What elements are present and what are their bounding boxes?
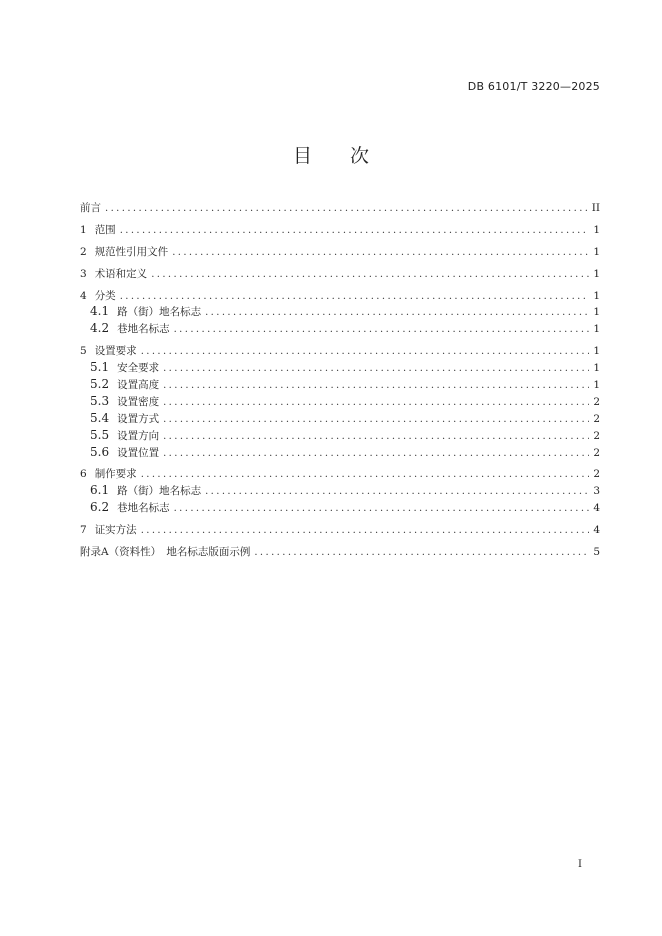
toc-entry-number: 6 — [80, 468, 87, 481]
toc-entry-number: 2 — [80, 245, 87, 258]
toc-entry-page: 2 — [593, 412, 600, 425]
toc-leader-dots — [120, 291, 590, 302]
toc-leader-dots — [172, 247, 589, 258]
toc-entry[interactable] — [80, 200, 600, 217]
toc-entry-label: 设置要求 — [94, 345, 137, 358]
toc-entry[interactable] — [80, 522, 600, 539]
toc-entry-page: 1 — [593, 306, 600, 319]
toc-entry-label: 制作要求 — [94, 468, 137, 481]
toc-leader-dots — [163, 397, 589, 408]
toc-entry-appendix[interactable] — [80, 544, 600, 561]
toc-entry[interactable] — [80, 466, 600, 483]
toc-leader-dots — [205, 307, 589, 318]
toc-leader-dots — [163, 431, 589, 442]
toc-subentry[interactable] — [80, 428, 600, 445]
toc-subentry[interactable] — [80, 360, 600, 377]
toc-leader-dots — [174, 324, 590, 335]
document-code: DB 6101/T 3220—2025 — [467, 80, 600, 93]
toc-entry-label: 巷地名标志 — [117, 323, 170, 336]
toc-entry-label: 安全要求 — [117, 362, 160, 375]
toc-entry-page: 4 — [593, 502, 600, 515]
toc-entry-page: 3 — [593, 485, 600, 498]
toc-entry-page: 2 — [593, 446, 600, 459]
toc-entry[interactable] — [80, 222, 600, 239]
toc-subentry[interactable] — [80, 304, 600, 321]
page-number: I — [578, 859, 582, 870]
toc-leader-dots — [174, 503, 590, 514]
toc-entry-number: 5 — [80, 345, 87, 358]
toc-entry-number: 5.1 — [90, 360, 110, 375]
toc-entry-page: 2 — [593, 468, 600, 481]
toc-entry-label: 路（街）地名标志 — [117, 306, 202, 319]
toc-entry-page: 2 — [593, 429, 600, 442]
toc-entry-label: 范围 — [94, 223, 116, 236]
toc-subentry[interactable] — [80, 394, 600, 411]
toc-entry[interactable] — [80, 266, 600, 283]
toc-entry-number: 6.2 — [90, 500, 110, 515]
toc-entry-number: 5.5 — [90, 427, 110, 442]
toc-entry-label: 术语和定义 — [94, 267, 148, 280]
toc-entry-page: 1 — [593, 345, 600, 358]
toc-entry[interactable] — [80, 244, 600, 261]
toc-entry-label: 巷地名标志 — [117, 502, 170, 515]
toc-leader-dots — [120, 225, 590, 236]
toc-entry-label: 设置位置 — [117, 446, 160, 459]
toc-subentry[interactable] — [80, 321, 600, 338]
toc-entry-page: 1 — [593, 379, 600, 392]
toc-entry-label: 设置方式 — [117, 412, 160, 425]
toc-leader-dots — [163, 363, 589, 374]
toc-entry-number: 4.2 — [90, 321, 110, 336]
toc-entry-page: 1 — [593, 267, 600, 280]
toc-entry-page: 2 — [593, 395, 600, 408]
toc-entry-page: 1 — [593, 289, 600, 302]
toc-entry-number: 3 — [80, 267, 87, 280]
toc-leader-dots — [205, 486, 589, 497]
toc-entry-number: 4.1 — [90, 304, 110, 319]
toc-subentry[interactable] — [80, 377, 600, 394]
toc-entry-page: 1 — [593, 362, 600, 375]
toc-entry-number: 1 — [80, 223, 87, 236]
toc-entry[interactable] — [80, 343, 600, 360]
toc-entry-page: 1 — [593, 223, 600, 236]
toc-entry-label: 分类 — [94, 289, 116, 302]
toc-entry-page: 1 — [593, 323, 600, 336]
toc-leader-dots — [151, 269, 589, 280]
toc-entry-page: II — [591, 202, 600, 214]
toc-leader-dots — [163, 380, 589, 391]
toc-entry-page: 4 — [593, 524, 600, 537]
toc-entry-page: 1 — [593, 245, 600, 258]
toc-leader-dots — [141, 346, 590, 357]
toc-entry-number: 5.2 — [90, 377, 110, 392]
toc-entry-number: 6.1 — [90, 483, 110, 498]
toc-entry-label: 证实方法 — [94, 524, 137, 537]
toc-leader-dots — [163, 414, 589, 425]
toc-subentry[interactable] — [80, 411, 600, 428]
toc-entry-label: 前言 — [80, 202, 101, 214]
toc-entry-label: 设置密度 — [117, 395, 160, 408]
toc-entry-number: 5.3 — [90, 393, 110, 408]
toc-entry[interactable] — [80, 288, 600, 305]
toc-leader-dots — [105, 203, 588, 214]
page-title: 目 次 — [292, 145, 369, 167]
toc-entry-label: 路（街）地名标志 — [117, 485, 202, 498]
toc-leader-dots — [254, 547, 589, 558]
toc-entry-label: 设置高度 — [117, 379, 160, 392]
toc-entry-number: 7 — [80, 524, 87, 537]
toc-entry-label: 附录A（资料性） 地名标志版面示例 — [80, 546, 251, 559]
toc-subentry[interactable] — [80, 500, 600, 517]
toc-leader-dots — [141, 469, 590, 480]
toc-entry-number: 5.4 — [90, 410, 110, 425]
toc-leader-dots — [141, 525, 590, 536]
toc-entry-label: 规范性引用文件 — [94, 245, 169, 258]
toc-entry-number: 5.6 — [90, 444, 110, 459]
toc-leader-dots — [163, 448, 589, 459]
toc-subentry[interactable] — [80, 445, 600, 462]
toc-entry-label: 设置方向 — [117, 429, 160, 442]
toc-entry-number: 4 — [80, 289, 87, 302]
toc-entry-page: 5 — [593, 546, 600, 559]
toc-subentry[interactable] — [80, 483, 600, 500]
table-of-contents — [80, 200, 600, 561]
